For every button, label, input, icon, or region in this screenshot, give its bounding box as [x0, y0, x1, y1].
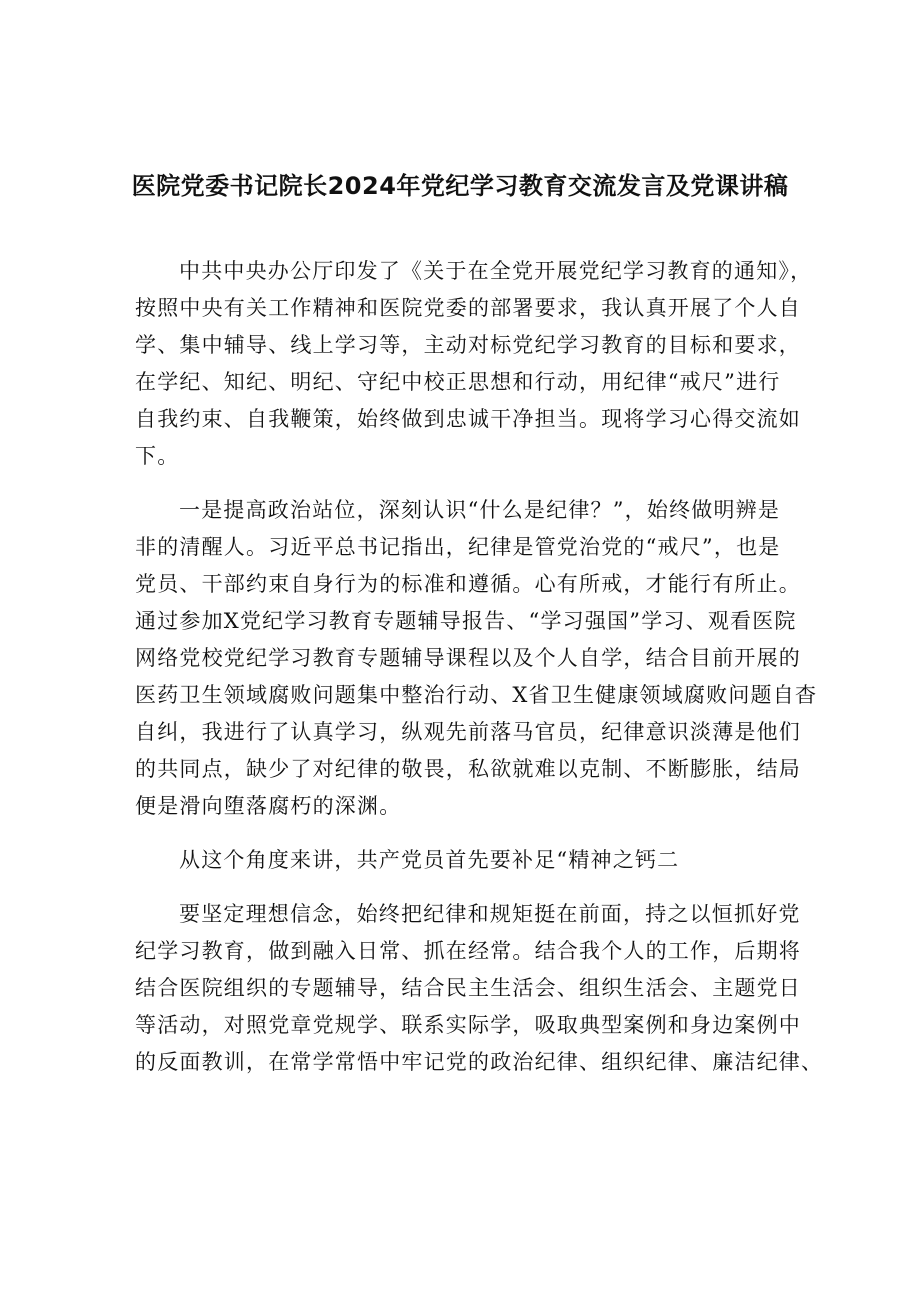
document-title: 医院党委书记院长2024年党纪学习教育交流发言及党课讲稿 [131, 172, 789, 200]
paragraph-line: 学、集中辅导、线上学习等，主动对标党纪学习教育的目标和要求， [135, 333, 801, 357]
paragraph-line: 按照中央有关工作精神和医院党委的部署要求，我认真开展了个人自 [135, 296, 801, 320]
paragraph-line: 非的清醒人。习近平总书记指出，纪律是管党治党的“戒尺”，也是 [135, 535, 781, 559]
paragraph-4 [135, 896, 824, 1081]
paragraph-spacer [135, 475, 795, 492]
paragraph-line: 网络党校党纪学习教育专题辅导课程以及个人自学，结合目前开展的 [135, 646, 801, 670]
paragraph-line: 结合医院组织的专题辅导，结合民主生活会、组织生活会、主题党日 [135, 976, 801, 1000]
paragraph-line: 党员、干部约束自身行为的标准和遵循。心有所戒，才能行有所止。 [135, 572, 801, 596]
paragraph-line: 纪学习教育，做到融入日常、抓在经常。结合我个人的工作，后期将 [135, 939, 801, 963]
paragraph-spacer [135, 825, 795, 842]
paragraph-line: 自我约束、自我鞭策，始终做到忠诚干净担当。现将学习心得交流如 [135, 407, 801, 431]
paragraph-line: 一是提高政治站位，深刻认识“什么是纪律？”，始终做明辨是 [179, 498, 781, 522]
paragraph-line: 自纠，我进行了认真学习，纵观先前落马官员，纪律意识淡薄是他们 [135, 720, 801, 744]
paragraph-spacer [135, 879, 795, 896]
paragraph-line: 等活动，对照党章党规学、联系实际学，吸取典型案例和身边案例中 [135, 1013, 801, 1037]
paragraph-line: 要坚定理想信念，始终把纪律和规矩挺在前面，持之以恒抓好党 [179, 902, 801, 926]
paragraph-line: 的反面教训，在常学常悟中牢记党的政治纪律、组织纪律、廉洁纪律、 [135, 1050, 824, 1074]
paragraph-line: 从这个角度来讲，共产党员首先要补足“精神之钙二 [179, 848, 680, 872]
paragraph-line: 在学纪、知纪、明纪、守纪中校正思想和行动，用纪律“戒尺”进行 [135, 370, 781, 394]
paragraph-line: 通过参加X党纪学习教育专题辅导报告、“学习强国”学习、观看医院 [135, 609, 797, 633]
paragraph-2 [135, 492, 818, 825]
paragraph-line: 医药卫生领域腐败问题集中整治行动、X省卫生健康领域腐败问题自杳 [135, 683, 818, 707]
paragraph-3 [135, 842, 795, 879]
paragraph-line: 中共中央办公厅印发了《关于在全党开展党纪学习教育的通知》， [179, 259, 813, 283]
document-body [135, 253, 824, 1081]
paragraph-line: 下。 [135, 444, 180, 468]
paragraph-line: 的共同点，缺少了对纪律的敬畏，私欲就难以克制、不断膨胀，结局 [135, 757, 801, 781]
paragraph-1 [135, 253, 813, 475]
paragraph-line: 便是滑向堕落腐朽的深渊。 [135, 794, 402, 818]
